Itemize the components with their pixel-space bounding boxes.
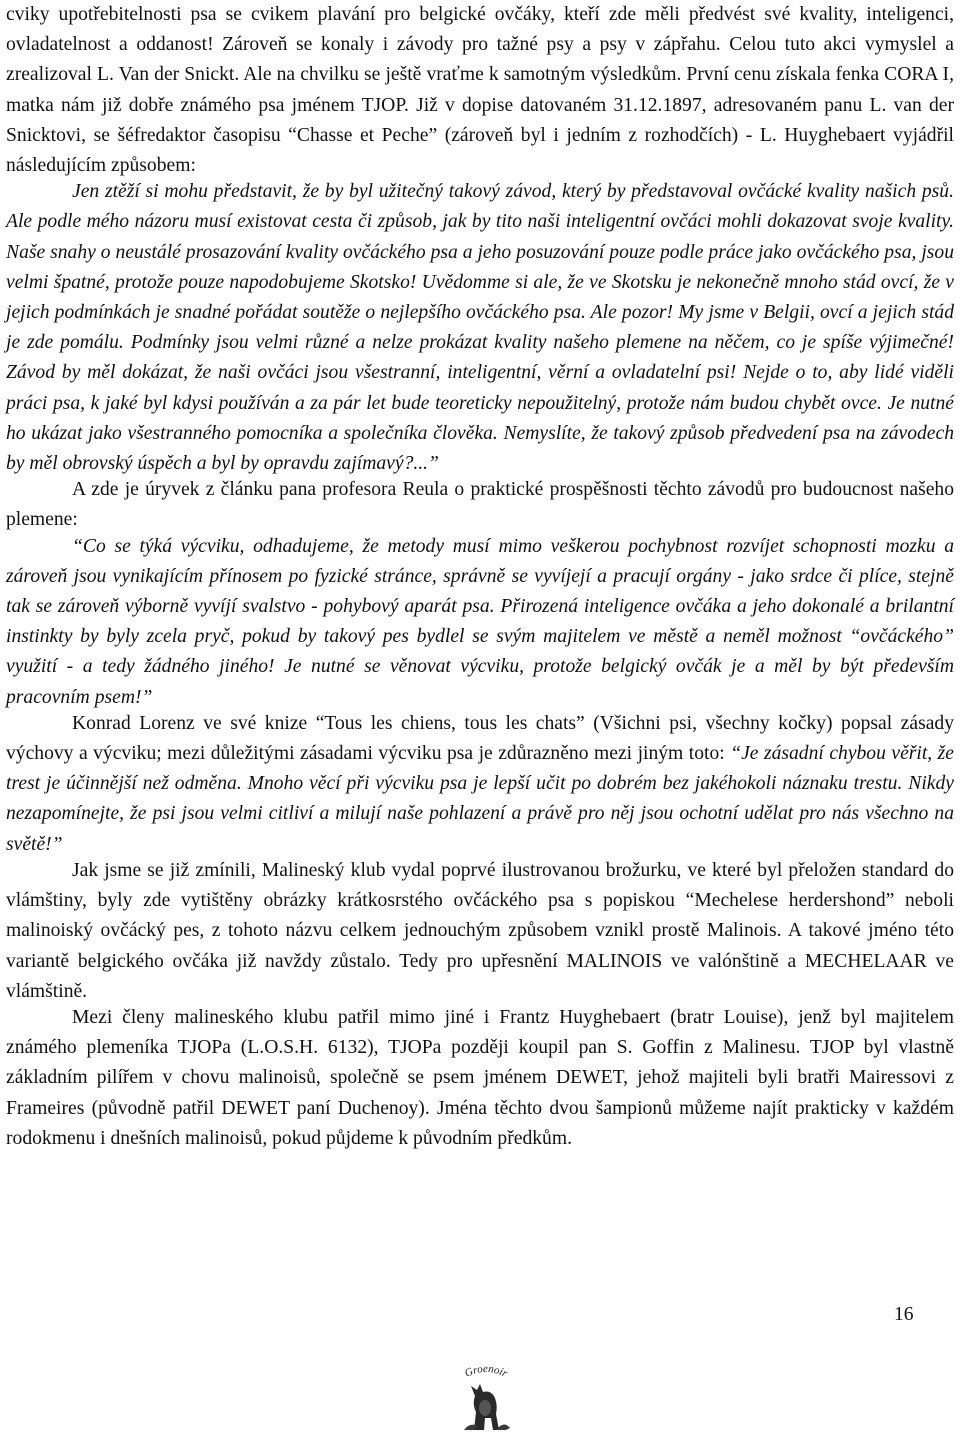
groenoir-logo-icon	[444, 1356, 528, 1432]
svg-text:Groenoir	[463, 1363, 510, 1380]
paragraph-1	[6, 0, 954, 181]
paragraph-7	[6, 1003, 954, 1154]
page-number: 16	[894, 1304, 914, 1325]
logo-lettering: Groenoir	[462, 1362, 510, 1380]
paragraph-1-text: cviky upotřebitelnosti psa se cvikem plavání pro belgické ovčáky, kteří zde měli předvést své kvality, inteligenci, ovladatelnost a oddanost! Zároveň se konaly i závody pro tažné psy a psy v zápřahu. Celou tuto akci vymyslel a zrealizoval L. Van der Snickt. Ale na chvilku se ještě vraťme k samotným výsledkům. První cenu získala fenka CORA I, matka nám již dobře známého psa jménem TJOP. Již v dopise datovaném 31.12.1897, adresovaném panu L. van der Snicktovi, se šéfredaktor časopisu “Chasse et Peche” (zároveň byl i jedním z rozhodčích) - L. Huyghebaert vyjádřil následujícím způsobem:	[6, 4, 954, 177]
paragraph-3	[6, 475, 954, 535]
paragraph-5-text: Konrad Lorenz ve své knize “Tous les chiens, tous les chats” (Všichni psi, všechny kočky) popsal zásady výchovy a výcviku; mezi důležitými zásadami výcviku psa je zdůrazněno mezi jiným toto:	[6, 712, 954, 765]
paragraph-4-text: “Co se týká výcviku, odhadujeme, že metody musí mimo veškerou pochybnost rozvíjet schopnosti mozku a zároveň jsou vynikajícím přínosem po fyzické stránce, správně se vyvíjejí a pracují orgány - jako srdce či plíce, stejně tak se zároveň výborně vyvíjí svalstvo - pohybový aparát psa. Přirozená inteligence ovčáka a jeho dokonalé a brilantní instinkty by byly zcela pryč, pokud by takový pes bydlel se svým majitelem ve městě a neměl možnost “ovčáckého” využití - a tedy žádného jiného! Je nutné se věnovat výcviku, protože belgický ovčák je a měl by být především pracovním psem!”	[6, 535, 954, 708]
paragraph-5-quote: “Je zásadní chybou věřit, že trest je účinnější než odměna. Mnoho věcí při výcviku psa je lepší učit po dobrém bez jakéhokoli náznaku trestu. Nikdy nezapomínejte, že psi jsou velmi citliví a milují naše pohlazení a právě pro něj jsou ochotní udělat pro nás všechno na světě!”	[6, 743, 954, 855]
paragraph-4-quote	[6, 532, 954, 713]
paragraph-6	[6, 856, 954, 1007]
paragraph-2-quote	[6, 177, 954, 479]
paragraph-2-text: Jen ztěží si mohu představit, že by byl užitečný takový závod, který by představoval ovčácké kvality našich psů. Ale podle mého názoru musí existovat cesta či způsob, jak by tito naši inteligentní ovčáci mohli dokazovat svoje kvality. Naše snahy o neustálé prosazování kvality ovčáckého psa a jeho posuzování pouze podle práce jako ovčáckého psa, jsou velmi špatné, protože pouze napodobujeme Skotsko! Uvědomme si ale, že ve Skotsku je nekonečně mnoho stád ovcí, že v jejich podmínkách je snadné pořádat soutěže o nejlepšího ovčáckého psa. Ale pozor! My jsme v Belgii, ovcí a jejich stád je zde pomálu. Podmínky jsou velmi různé a nelze prokázat kvality našeho plemene na něčem, co je spíše výjimečné! Závod by měl dokázat, že naši ovčáci jsou všestranní, inteligentní, věrní a ovladatelní psi! Nejde o to, aby lidé viděli práci psa, k jaké byl kdysi používán a za pár let bude teoreticky nepoužitelný, protože nám budou chybět ovce. Je nutné ho ukázat jako všestranného pomocníka a společníka člověka. Nemyslíte, že takový způsob předvedení psa na závodech by měl obrovský úspěch a byl by opravdu zajímavý?...”	[6, 181, 954, 475]
paragraph-7-text: Mezi členy malineského klubu patřil mimo jiné i Frantz Huyghebaert (bratr Louise), jenž byl majitelem známého plemeníka TJOPa (L.O.S.H. 6132), TJOPa později koupil pan S. Goffin z Malinesu. TJOP byl vlastně základním pilířem v chovu malinoisů, společně se psem jménem DEWET, jehož majiteli byli bratři Mairessovi z Frameires (původně patřil DEWET paní Duchenoy). Jména těchto dvou šampionů můžeme najít prakticky v každém rodokmenu i dnešních malinoisů, pokud půjdeme k původním předkům.	[6, 1006, 954, 1149]
paragraph-6-text: Jak jsme se již zmínili, Malineský klub vydal poprvé ilustrovanou brožurku, ve které byl přeložen standard do vlámštiny, byly zde vytištěny obrázky krátkosrstého ovčáckého psa s popiskou “Mechelese herdershond” neboli malinoiský ovčácký pes, z tohoto názvu celkem jednouchým způsobem vznikl prostě Malinois. A takové jméno této variantě belgického ovčáka již navždy zůstalo. Tedy pro upřesnění MALINOIS ve valónštině a MECHELAAR ve vlámštině.	[6, 859, 954, 1002]
document-page	[6, 0, 954, 1154]
paragraph-5	[6, 709, 954, 860]
paragraph-3-text: A zde je úryvek z článku pana profesora Reula o praktické prospěšnosti těchto závodů pro budoucnost našeho plemene:	[6, 479, 954, 531]
